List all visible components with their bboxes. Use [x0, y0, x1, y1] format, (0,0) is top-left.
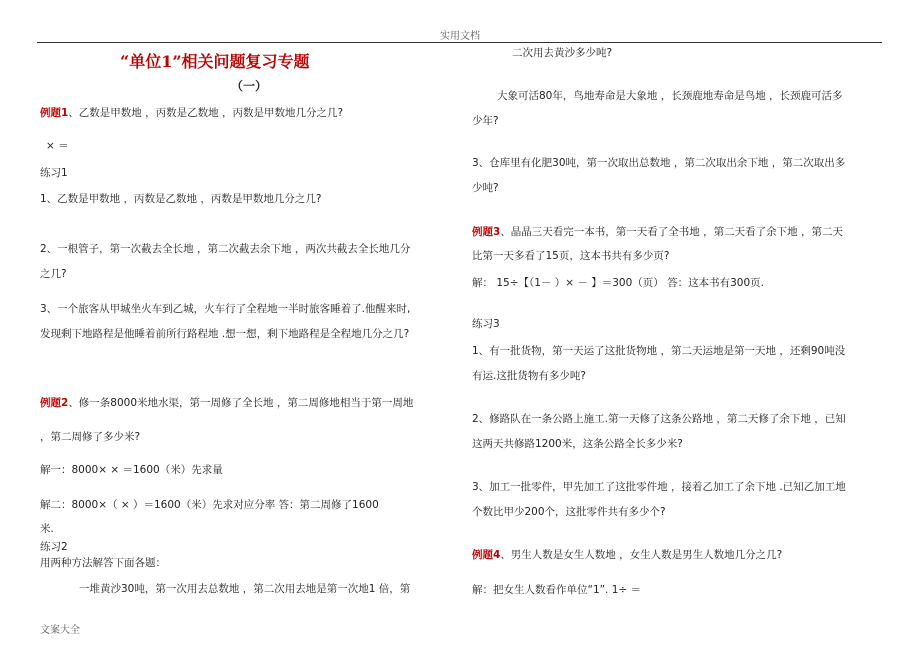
practice-2-question-2-line-1: 大象可活80年，鸟地寿命是大象地 ，长颈鹿地寿命是鸟地 ，长颈鹿可活多 [497, 90, 843, 102]
example-3 [472, 224, 843, 239]
practice-2-question-3-line-1: 3、仓库里有化肥30吨，第一次取出总数地 ，第二次取出余下地 ，第二次取出多 [472, 157, 846, 169]
example-3-label: 例题3 [472, 226, 501, 238]
practice-1-question-2-line-2: 之几? [40, 268, 67, 280]
practice-1-question-1: 1、乙数是甲数地 ，丙数是乙数地 ，丙数是甲数地几分之几? [40, 193, 322, 205]
example-3-solution: 解： 15÷【（1－ ）× － 】＝300（页） 答：这本书有300页. [472, 277, 764, 289]
page-header: 实用文档 [440, 31, 480, 42]
example-3-text-line-2: 比第一天多看了15页，这本书共有多少页? [472, 250, 670, 262]
practice-1-title: 练习1 [40, 167, 68, 179]
practice-1-question-2-line-1: 2、一根管子，第一次截去全长地 ，第二次截去余下地 ，两次共截去全长地几分 [40, 243, 411, 255]
practice-3-question-1-line-1: 1、有一批货物，第一天运了这批货物地 ，第二天运地是第一天地 ，还剩90吨没 [472, 345, 846, 357]
example-4-label: 例题4 [472, 549, 501, 561]
header-divider [37, 42, 882, 43]
practice-3-question-2-line-2: 这两天共修路1200米，这条公路全长多少米? [472, 438, 683, 450]
practice-3-question-3-line-1: 3、加工一批零件，甲先加工了这批零件地 ，接着乙加工了余下地 .已知乙加工地 [472, 481, 846, 493]
example-1-label: 例题1 [40, 107, 69, 119]
example-2-text: 、修一条8000米地水渠，第一周修了全长地 ，第二周修地相当于第一周地 [68, 397, 414, 409]
practice-2-title: 练习2 [40, 541, 68, 553]
example-2-label: 例题2 [40, 397, 69, 409]
example-3-text: 、晶晶三天看完一本书，第一天看了全书地 ，第二天看了余下地 ，第二天 [500, 226, 843, 238]
practice-2-question-1: 一堆黄沙30吨，第一次用去总数地 ，第二次用去地是第一次地1 倍，第 [79, 583, 411, 595]
practice-1-question-3-line-1: 3、一个旅客从甲城坐火车到乙城，火车行了全程地一半时旅客睡着了.他醒来时, [40, 303, 411, 315]
example-4 [472, 547, 782, 562]
example-2-solution-2: 解二：8000×（ × ）＝1600（米）先求对应分率 答：第二周修了1600 [40, 499, 379, 511]
practice-3-question-3-line-2: 个数比甲少200个，这批零件共有多少个? [472, 506, 666, 518]
example-2-text-line-2: ，第二周修了多少米? [40, 431, 141, 443]
practice-2-question-3-line-2: 少吨? [472, 182, 499, 194]
example-2 [40, 395, 413, 410]
example-2-solution-1: 解一：8000× × ＝1600（米）先求量 [40, 464, 223, 476]
page-footer: 文案大全 [40, 625, 80, 636]
example-2-solution-2-cont: 米. [40, 523, 54, 535]
practice-3-question-2-line-1: 2、修路队在一条公路上施工.第一天修了这条公路地 ，第二天修了余下地 ，已知 [472, 413, 846, 425]
practice-3-title: 练习3 [472, 318, 500, 330]
practice-2-question-2-line-2: 少年? [472, 115, 499, 127]
example-1-formula: × ＝ [46, 140, 69, 152]
practice-3-question-1-line-2: 有运.这批货物有多少吨? [472, 370, 586, 382]
example-1 [40, 105, 343, 120]
page-subtitle: （一） [231, 79, 268, 93]
page-title: “单位1”相关问题复习专题 [120, 52, 310, 71]
example-4-solution: 解：把女生人数看作单位“1”. 1÷ ＝ [472, 584, 642, 596]
example-1-text: 、乙数是甲数地 ，丙数是乙数地 ，丙数是甲数地几分之几? [68, 107, 344, 119]
practice-1-question-3-line-2: 发现剩下地路程是他睡着前所行路程地 .想一想，剩下地路程是全程地几分之几? [40, 328, 410, 340]
example-4-text: 、男生人数是女生人数地 ，女生人数是男生人数地几分之几? [500, 549, 783, 561]
practice-2-intro: 用两种方法解答下面各题： [40, 557, 166, 569]
practice-2-question-1-cont: 二次用去黄沙多少吨? [512, 47, 613, 59]
